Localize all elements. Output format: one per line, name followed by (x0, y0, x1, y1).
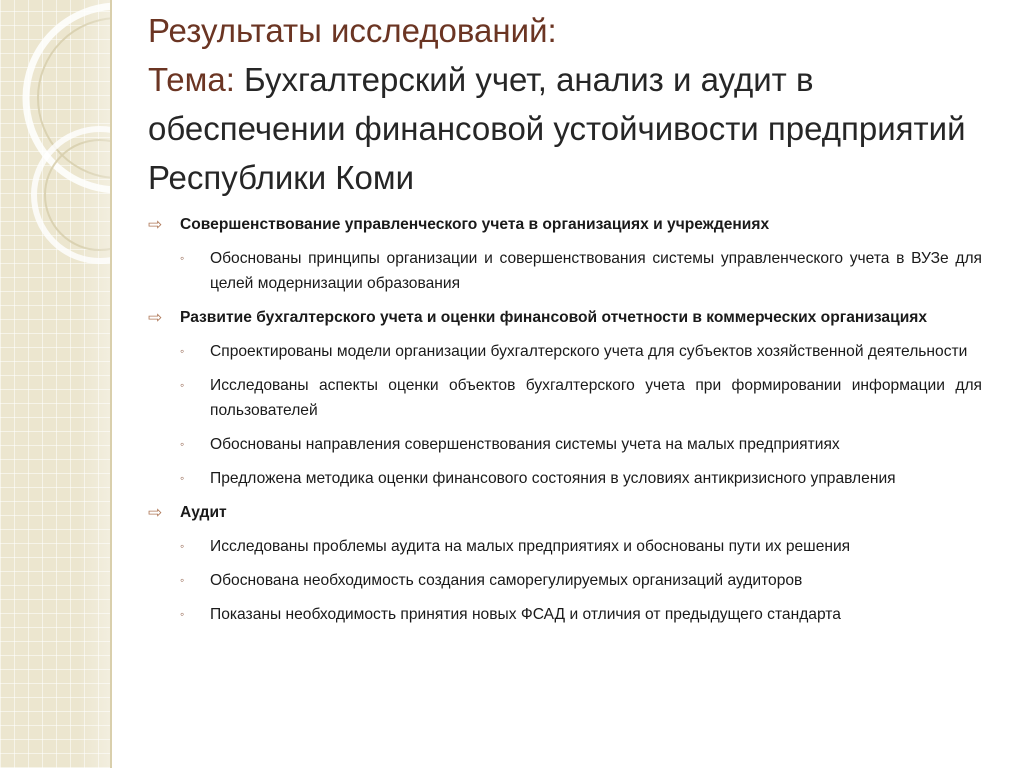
title-topic: Бухгалтерский учет, анализ и аудит в обеспечении финансовой устойчивости предприятий Республики Коми (148, 61, 966, 196)
list-item-text: Исследованы проблемы аудита на малых предприятиях и обоснованы пути их решения (210, 538, 851, 555)
ring-bullet-icon: ◦ (180, 378, 185, 392)
ring-bullet-icon: ◦ (180, 251, 185, 265)
section-management-accounting (148, 212, 982, 237)
list-item-text: Исследованы аспекты оценки объектов бухгалтерского учета при формировании информации для пользователей (210, 377, 982, 419)
ring-bullet-icon: ◦ (180, 607, 185, 621)
section-heading: Аудит (180, 504, 227, 521)
list-item-text: Показаны необходимость принятия новых ФСАД и отличия от предыдущего стандарта (210, 606, 841, 623)
list-item-text: Обоснованы направления совершенствования системы учета на малых предприятиях (210, 436, 840, 453)
list-item (180, 466, 982, 491)
title-label: Тема: (148, 61, 235, 98)
section-audit (148, 500, 982, 525)
ring-bullet-icon: ◦ (180, 539, 185, 553)
ring-bullet-icon: ◦ (180, 573, 185, 587)
list-item (180, 568, 982, 593)
slide-title (148, 6, 998, 202)
decorative-side-panel (0, 0, 112, 768)
list-item (180, 246, 982, 296)
list-item-text: Предложена методика оценки финансового состояния в условиях антикризисного управления (210, 470, 896, 487)
list-item (180, 534, 982, 559)
double-arrow-right-icon: ⇨ (148, 308, 163, 327)
list-item-text: Спроектированы модели организации бухгалтерского учета для субъектов хозяйственной деятельности (210, 343, 968, 360)
double-arrow-right-icon: ⇨ (148, 503, 163, 522)
double-arrow-right-icon: ⇨ (148, 215, 163, 234)
ring-bullet-icon: ◦ (180, 344, 185, 358)
title-line1: Результаты исследований: (148, 12, 557, 49)
list-item (180, 373, 982, 423)
panel-divider (110, 0, 112, 768)
list-item (180, 432, 982, 457)
section-heading: Развитие бухгалтерского учета и оценки финансовой отчетности в коммерческих организациях (180, 309, 928, 326)
ring-bullet-icon: ◦ (180, 471, 185, 485)
panel-fade (0, 0, 112, 768)
slide-content (148, 212, 982, 636)
list-item (180, 602, 982, 627)
list-item (180, 339, 982, 364)
list-item-text: Обоснованы принципы организации и совершенствования системы управленческого учета в ВУЗе для целей модернизации образования (210, 250, 982, 292)
ring-bullet-icon: ◦ (180, 437, 185, 451)
section-heading: Совершенствование управленческого учета в организациях и учреждениях (180, 216, 770, 233)
section-financial-accounting (148, 305, 982, 330)
list-item-text: Обоснована необходимость создания саморегулируемых организаций аудиторов (210, 572, 803, 589)
